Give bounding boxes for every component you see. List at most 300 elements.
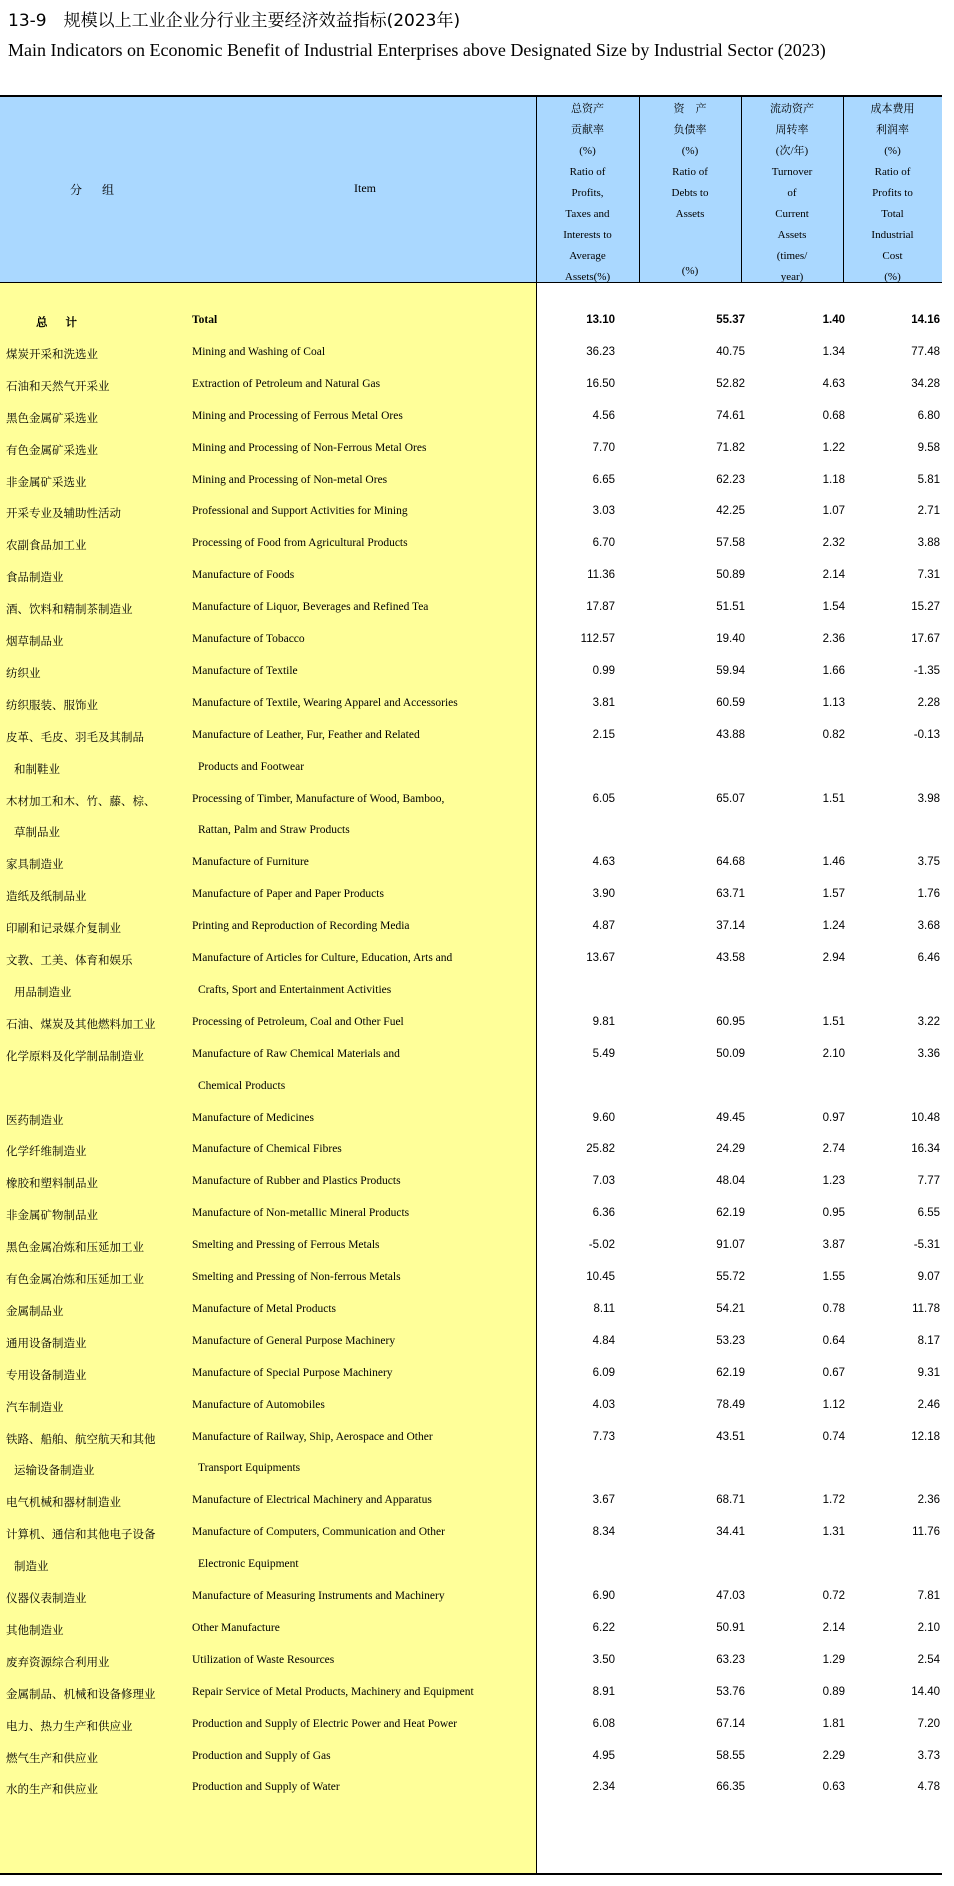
table-row bbox=[0, 1622, 942, 1654]
row-value: 9.60 bbox=[592, 1111, 615, 1124]
row-value: 112.57 bbox=[580, 633, 615, 645]
row-value: 1.51 bbox=[822, 792, 845, 805]
row-value: 8.17 bbox=[917, 1334, 940, 1347]
row-value: 53.23 bbox=[716, 1334, 745, 1347]
page-title-en: Main Indicators on Economic Benefit of Industrial Enterprises above Designated Size by Industrial Sector (2023) bbox=[8, 40, 826, 60]
table-row bbox=[0, 1271, 942, 1303]
row-value: 60.95 bbox=[716, 1015, 745, 1028]
row-value: 8.34 bbox=[592, 1526, 615, 1539]
header-line: Taxes and bbox=[565, 208, 610, 220]
row-label-cn: 纺织业 bbox=[6, 665, 41, 680]
row-value: 1.12 bbox=[822, 1398, 845, 1411]
row-value: 0.63 bbox=[822, 1781, 845, 1794]
row-value: 6.80 bbox=[917, 409, 940, 422]
row-value: 1.23 bbox=[822, 1175, 845, 1188]
row-value: 6.70 bbox=[592, 537, 615, 550]
row-value: 1.07 bbox=[822, 505, 845, 518]
header-line: 资 产 bbox=[673, 103, 707, 115]
row-value: 58.55 bbox=[716, 1749, 745, 1762]
header-line: of bbox=[787, 187, 797, 199]
table-row bbox=[0, 856, 942, 888]
row-value: 1.55 bbox=[822, 1271, 845, 1283]
row-label-cn: 印刷和记录媒介复制业 bbox=[6, 921, 121, 936]
row-value: 3.73 bbox=[917, 1749, 940, 1762]
row-value: 1.66 bbox=[822, 664, 845, 677]
header-column-4 bbox=[843, 97, 942, 284]
row-label-cn: 木材加工和木、竹、藤、棕、 bbox=[6, 793, 156, 808]
row-label-en: Manufacture of Railway, Ship, Aerospace and Other bbox=[192, 1430, 433, 1443]
row-value: 6.08 bbox=[592, 1717, 615, 1730]
row-label-cn: 文教、工美、体育和娱乐 bbox=[6, 953, 133, 967]
header-line: 贡献率 bbox=[571, 124, 604, 136]
row-label-en: Mining and Processing of Ferrous Metal Ores bbox=[192, 409, 403, 422]
row-value: 42.25 bbox=[716, 505, 745, 518]
row-value: 1.76 bbox=[917, 888, 940, 901]
header-line: Profits to bbox=[872, 187, 913, 199]
row-value: 1.40 bbox=[822, 314, 845, 326]
table-row bbox=[0, 1686, 942, 1718]
header-line: (%) bbox=[884, 145, 901, 157]
row-value: 43.88 bbox=[716, 728, 745, 741]
row-value: -1.35 bbox=[913, 664, 940, 677]
row-value: 77.48 bbox=[911, 345, 940, 358]
row-label-cn: 石油和天然气开采业 bbox=[6, 378, 110, 393]
row-value: 6.65 bbox=[592, 473, 615, 486]
row-value: 11.76 bbox=[912, 1526, 940, 1539]
row-label-en: Manufacture of Chemical Fibres bbox=[192, 1143, 342, 1156]
row-label-en: Rattan, Palm and Straw Products bbox=[198, 824, 350, 837]
row-value: 15.27 bbox=[911, 601, 940, 614]
row-label-cn: 非金属矿采选业 bbox=[6, 474, 87, 489]
row-label-cn: 开采专业及辅助性活动 bbox=[6, 506, 121, 521]
row-value: 37.14 bbox=[716, 920, 745, 933]
row-value: 63.71 bbox=[716, 888, 745, 901]
row-label-en: Manufacture of Computers, Communication and Other bbox=[192, 1526, 445, 1539]
row-label-cn: 皮革、毛皮、羽毛及其制品 bbox=[6, 729, 144, 744]
row-value: 1.72 bbox=[822, 1494, 845, 1507]
header-line: Ratio of bbox=[672, 166, 708, 178]
row-value: 34.41 bbox=[716, 1526, 745, 1539]
row-value: 2.15 bbox=[592, 728, 615, 741]
row-value: 7.81 bbox=[917, 1590, 940, 1602]
row-value: 60.59 bbox=[716, 696, 745, 709]
table-header bbox=[0, 97, 942, 283]
row-label-cn: 专用设备制造业 bbox=[6, 1367, 87, 1382]
row-value: 64.68 bbox=[716, 856, 745, 869]
row-value: 10.45 bbox=[586, 1271, 615, 1283]
row-label-cn: 电力、热力生产和供应业 bbox=[6, 1718, 133, 1733]
table-row bbox=[0, 1335, 942, 1367]
row-value: 7.73 bbox=[592, 1430, 615, 1443]
table-row bbox=[0, 1526, 942, 1590]
row-value: 43.58 bbox=[716, 952, 745, 964]
row-value: 6.22 bbox=[592, 1621, 615, 1634]
row-value: 50.91 bbox=[716, 1621, 745, 1634]
row-value: 0.82 bbox=[822, 728, 845, 741]
table-row bbox=[0, 1431, 942, 1495]
row-label-en: Professional and Support Activities for Mining bbox=[192, 505, 408, 518]
row-label-cn: 纺织服装、服饰业 bbox=[6, 697, 98, 712]
row-label-cn: 有色金属冶炼和压延加工业 bbox=[6, 1272, 144, 1286]
row-value: 17.87 bbox=[586, 601, 615, 614]
table-row bbox=[0, 1494, 942, 1526]
row-label-cn: 和制鞋业 bbox=[14, 761, 60, 776]
row-value: 0.67 bbox=[822, 1366, 845, 1379]
table-row bbox=[0, 793, 942, 857]
header-line: Industrial bbox=[871, 229, 914, 241]
row-value: 9.31 bbox=[917, 1366, 940, 1379]
header-line: Assets bbox=[777, 229, 807, 241]
row-value: 7.77 bbox=[917, 1175, 940, 1188]
row-value: 4.63 bbox=[592, 856, 615, 869]
table-row bbox=[0, 888, 942, 920]
row-value: 2.54 bbox=[917, 1653, 940, 1666]
row-value: 4.95 bbox=[592, 1749, 615, 1762]
row-value: 63.23 bbox=[716, 1653, 745, 1666]
header-line: (%) bbox=[579, 145, 596, 157]
row-value: 1.46 bbox=[822, 856, 845, 869]
table-row bbox=[0, 665, 942, 697]
row-value: 78.49 bbox=[716, 1398, 745, 1411]
table-row bbox=[0, 952, 942, 1016]
row-value: 0.68 bbox=[822, 409, 845, 422]
header-line: year) bbox=[780, 271, 804, 283]
header-line: (times/ bbox=[776, 250, 808, 262]
table-row bbox=[0, 1718, 942, 1750]
row-value: 50.89 bbox=[716, 569, 745, 582]
row-label-cn: 总计 bbox=[36, 315, 95, 329]
row-value: 1.13 bbox=[822, 696, 845, 709]
row-value: 4.56 bbox=[592, 409, 615, 422]
row-label-en: Production and Supply of Water bbox=[192, 1781, 340, 1794]
row-label-cn: 食品制造业 bbox=[6, 570, 64, 585]
row-value: 4.03 bbox=[592, 1398, 615, 1411]
row-value: 43.51 bbox=[716, 1430, 745, 1443]
row-label-en: Manufacture of Articles for Culture, Education, Arts and bbox=[192, 952, 453, 964]
row-value: 11.78 bbox=[912, 1302, 940, 1315]
row-value: 14.40 bbox=[911, 1685, 940, 1698]
row-label-cn: 草制品业 bbox=[14, 825, 60, 840]
row-value: 0.74 bbox=[822, 1430, 845, 1443]
row-value: -0.13 bbox=[913, 728, 940, 741]
table-row bbox=[0, 1112, 942, 1144]
row-value: 50.09 bbox=[716, 1047, 745, 1060]
row-label-cn: 家具制造业 bbox=[6, 857, 64, 872]
row-value: -5.31 bbox=[913, 1239, 940, 1252]
row-value: 68.71 bbox=[716, 1494, 745, 1507]
row-value: 7.70 bbox=[592, 441, 615, 454]
row-value: 6.05 bbox=[592, 792, 615, 805]
header-column-2 bbox=[639, 97, 741, 284]
row-value: 1.34 bbox=[822, 345, 845, 358]
row-label-en: Electronic Equipment bbox=[198, 1558, 299, 1571]
row-label-en: Manufacture of General Purpose Machinery bbox=[192, 1334, 396, 1347]
header-line: Interests to bbox=[563, 229, 612, 241]
row-label-en: Mining and Washing of Coal bbox=[192, 345, 326, 358]
row-value: 54.21 bbox=[716, 1302, 745, 1315]
row-value: 36.23 bbox=[586, 345, 615, 358]
row-label-en: Utilization of Waste Resources bbox=[192, 1653, 335, 1666]
table-row bbox=[0, 346, 942, 378]
row-value: 7.03 bbox=[592, 1175, 615, 1188]
row-label-cn: 仪器仪表制造业 bbox=[6, 1591, 87, 1605]
row-value: 5.49 bbox=[592, 1047, 615, 1060]
row-value: 6.46 bbox=[917, 952, 940, 964]
row-value: 1.54 bbox=[822, 601, 845, 614]
row-value: 53.76 bbox=[716, 1685, 745, 1698]
row-value: 1.57 bbox=[822, 888, 845, 901]
header-line: Total bbox=[881, 208, 904, 220]
table-row bbox=[0, 1750, 942, 1782]
header-line: (%) bbox=[681, 145, 699, 157]
row-label-cn: 橡胶和塑料制品业 bbox=[6, 1176, 98, 1191]
row-label-cn: 制造业 bbox=[14, 1559, 49, 1574]
row-value: 0.64 bbox=[822, 1334, 845, 1347]
row-label-en: Repair Service of Metal Products, Machinery and Equipment bbox=[192, 1685, 474, 1698]
row-value: 3.50 bbox=[592, 1653, 615, 1666]
row-value: 24.29 bbox=[716, 1143, 745, 1156]
row-value: 67.14 bbox=[716, 1717, 745, 1730]
row-label-en: Crafts, Sport and Entertainment Activities bbox=[198, 983, 392, 996]
row-value: 3.81 bbox=[592, 696, 615, 709]
row-label-en: Processing of Food from Agricultural Products bbox=[192, 537, 408, 550]
row-label-cn: 化学纤维制造业 bbox=[6, 1144, 87, 1159]
header-line: 利润率 bbox=[876, 124, 909, 136]
row-value: 4.84 bbox=[592, 1334, 615, 1347]
row-value: 62.19 bbox=[716, 1366, 745, 1379]
row-value: 4.78 bbox=[917, 1781, 940, 1794]
row-value: 2.94 bbox=[822, 952, 845, 964]
row-value: 2.10 bbox=[822, 1047, 845, 1060]
row-label-en: Manufacture of Metal Products bbox=[192, 1302, 337, 1315]
header-line: (次/年) bbox=[775, 145, 809, 157]
row-label-en: Manufacture of Textile, Wearing Apparel and Accessories bbox=[192, 696, 458, 709]
row-label-en: Total bbox=[192, 314, 218, 326]
row-value: 6.90 bbox=[592, 1590, 615, 1602]
header-line: Debts to bbox=[671, 187, 709, 199]
table-row bbox=[0, 920, 942, 952]
row-value: 3.22 bbox=[917, 1015, 940, 1028]
row-value: 3.68 bbox=[917, 920, 940, 933]
table-row bbox=[0, 1143, 942, 1175]
row-value: 2.74 bbox=[822, 1143, 845, 1156]
header-item-label: Item bbox=[354, 181, 376, 195]
row-label-cn: 汽车制造业 bbox=[6, 1399, 64, 1414]
row-label-en: Manufacture of Liquor, Beverages and Refined Tea bbox=[192, 601, 429, 614]
page-title-cn: 13-9 规模以上工业企业分行业主要经济效益指标(2023年) bbox=[8, 11, 461, 31]
row-value: 13.10 bbox=[586, 314, 615, 326]
row-label-en: Manufacture of Leather, Fur, Feather and Related bbox=[192, 728, 420, 741]
row-value: 0.97 bbox=[822, 1111, 845, 1124]
row-value: 2.36 bbox=[917, 1494, 940, 1507]
row-label-cn: 计算机、通信和其他电子设备 bbox=[6, 1527, 156, 1542]
row-value: 2.71 bbox=[917, 505, 940, 518]
row-value: 1.18 bbox=[822, 473, 845, 486]
header-column-1 bbox=[536, 97, 639, 284]
row-value: 3.67 bbox=[592, 1494, 615, 1507]
header-line: 负债率 bbox=[673, 124, 707, 136]
row-value: 6.55 bbox=[917, 1207, 940, 1220]
row-value: 62.19 bbox=[716, 1207, 745, 1220]
row-label-en: Manufacture of Non-metallic Mineral Products bbox=[192, 1207, 410, 1220]
row-label-en: Manufacture of Paper and Paper Products bbox=[192, 888, 384, 901]
bottom-rule bbox=[0, 1873, 942, 1875]
row-value: 74.61 bbox=[716, 409, 745, 422]
row-label-cn: 石油、煤炭及其他燃料加工业 bbox=[6, 1016, 156, 1031]
header-unit: (%) bbox=[681, 265, 699, 277]
row-value: 1.22 bbox=[822, 441, 845, 454]
row-label-cn: 用品制造业 bbox=[14, 984, 72, 999]
row-value: 2.10 bbox=[917, 1621, 940, 1634]
row-label-en: Extraction of Petroleum and Natural Gas bbox=[192, 377, 381, 390]
table-row bbox=[0, 569, 942, 601]
row-label-cn: 电气机械和器材制造业 bbox=[6, 1495, 121, 1510]
table-row bbox=[0, 474, 942, 506]
row-label-cn: 废弃资源综合利用业 bbox=[6, 1654, 110, 1669]
row-value: 2.32 bbox=[822, 537, 845, 550]
header-line: Assets(%) bbox=[564, 271, 611, 283]
row-label-en: Printing and Reproduction of Recording Media bbox=[192, 920, 410, 933]
row-value: 0.89 bbox=[822, 1685, 845, 1698]
row-label-cn: 医药制造业 bbox=[6, 1112, 64, 1127]
table-row bbox=[0, 1654, 942, 1686]
row-label-en: Manufacture of Raw Chemical Materials and bbox=[192, 1047, 400, 1060]
row-value: 11.36 bbox=[587, 569, 615, 582]
row-value: 51.51 bbox=[716, 601, 745, 614]
header-line: Average bbox=[569, 250, 606, 262]
row-value: 0.72 bbox=[822, 1590, 845, 1602]
row-value: 13.67 bbox=[586, 952, 615, 964]
row-value: 2.36 bbox=[822, 633, 845, 645]
table-row bbox=[0, 729, 942, 793]
row-value: 49.45 bbox=[716, 1111, 745, 1124]
table-row bbox=[0, 505, 942, 537]
row-value: 7.31 bbox=[917, 569, 940, 582]
row-value: 66.35 bbox=[716, 1781, 745, 1794]
header-line: 成本费用 bbox=[870, 103, 915, 115]
table-row bbox=[0, 410, 942, 442]
row-value: 3.36 bbox=[917, 1047, 940, 1060]
header-line: 总资产 bbox=[571, 103, 604, 115]
table-body bbox=[0, 283, 942, 1873]
row-label-en: Manufacture of Automobiles bbox=[192, 1398, 325, 1411]
row-label-en: Processing of Timber, Manufacture of Wood, Bamboo, bbox=[192, 792, 445, 805]
row-value: 62.23 bbox=[716, 473, 745, 486]
row-value: 2.34 bbox=[592, 1781, 615, 1794]
header-line: Profits, bbox=[571, 187, 604, 199]
row-value: 3.88 bbox=[917, 537, 940, 550]
row-label-cn: 烟草制品业 bbox=[6, 634, 64, 648]
row-label-en: Mining and Processing of Non-metal Ores bbox=[192, 473, 388, 486]
header-column-3 bbox=[741, 97, 843, 284]
row-value: 2.14 bbox=[822, 1621, 845, 1634]
row-label-en: Manufacture of Textile bbox=[192, 664, 298, 677]
table-row bbox=[0, 442, 942, 474]
row-value: 2.29 bbox=[822, 1749, 845, 1762]
row-value: 1.24 bbox=[822, 920, 845, 933]
table-row bbox=[0, 1239, 942, 1271]
table-row bbox=[0, 378, 942, 410]
row-label-en: Manufacture of Special Purpose Machinery bbox=[192, 1366, 393, 1379]
row-label-cn: 农副食品加工业 bbox=[6, 538, 87, 553]
header-line: 流动资产 bbox=[770, 103, 814, 115]
row-label-en: Manufacture of Rubber and Plastics Products bbox=[192, 1175, 401, 1188]
row-label-en: Smelting and Pressing of Ferrous Metals bbox=[192, 1239, 380, 1252]
row-label-cn: 煤炭开采和洗选业 bbox=[6, 346, 98, 361]
row-label-cn: 运输设备制造业 bbox=[14, 1463, 95, 1478]
table-row bbox=[0, 314, 942, 346]
row-value: -5.02 bbox=[588, 1239, 615, 1252]
row-value: 34.28 bbox=[911, 377, 940, 390]
row-label-cn: 铁路、船舶、航空航天和其他 bbox=[6, 1431, 156, 1446]
row-value: 3.87 bbox=[822, 1239, 845, 1252]
table-row bbox=[0, 1303, 942, 1335]
row-value: 0.95 bbox=[822, 1207, 845, 1220]
row-value: 91.07 bbox=[716, 1239, 745, 1252]
table-row bbox=[0, 1175, 942, 1207]
table-row bbox=[0, 1048, 942, 1112]
row-value: 17.67 bbox=[911, 633, 940, 645]
table-row bbox=[0, 633, 942, 665]
row-label-cn: 黑色金属矿采选业 bbox=[6, 410, 98, 425]
row-label-cn: 金属制品业 bbox=[6, 1303, 64, 1318]
row-label-en: Chemical Products bbox=[198, 1079, 286, 1092]
row-value: 55.37 bbox=[716, 314, 745, 326]
row-value: 10.48 bbox=[911, 1111, 940, 1124]
table-row bbox=[0, 1590, 942, 1622]
row-label-cn: 通用设备制造业 bbox=[6, 1335, 87, 1350]
row-label-en: Manufacture of Medicines bbox=[192, 1111, 314, 1124]
header-line: Assets bbox=[675, 208, 705, 220]
row-value: 57.58 bbox=[716, 537, 745, 550]
row-value: 7.20 bbox=[917, 1717, 940, 1730]
row-value: 2.14 bbox=[822, 569, 845, 582]
table-row bbox=[0, 1016, 942, 1048]
header-line: Turnover bbox=[771, 166, 813, 178]
row-value: 3.03 bbox=[592, 505, 615, 518]
row-label-cn: 酒、饮料和精制茶制造业 bbox=[6, 602, 133, 617]
row-value: 12.18 bbox=[911, 1430, 940, 1443]
row-label-cn: 水的生产和供应业 bbox=[6, 1782, 98, 1797]
row-value: 14.16 bbox=[911, 314, 940, 326]
row-label-en: Other Manufacture bbox=[192, 1621, 280, 1634]
row-label-en: Mining and Processing of Non-Ferrous Metal Ores bbox=[192, 441, 427, 454]
row-value: 9.07 bbox=[917, 1271, 940, 1283]
row-value: 8.11 bbox=[593, 1302, 615, 1315]
row-value: 6.36 bbox=[592, 1207, 615, 1220]
row-label-en: Production and Supply of Gas bbox=[192, 1749, 331, 1762]
row-value: 6.09 bbox=[592, 1366, 615, 1379]
row-value: 16.34 bbox=[911, 1143, 940, 1156]
row-label-en: Manufacture of Foods bbox=[192, 569, 295, 582]
row-value: 8.91 bbox=[592, 1685, 615, 1698]
row-label-en: Transport Equipments bbox=[198, 1462, 301, 1475]
row-label-en: Smelting and Pressing of Non-ferrous Metals bbox=[192, 1271, 401, 1283]
row-value: 3.75 bbox=[917, 856, 940, 869]
row-value: 1.29 bbox=[822, 1653, 845, 1666]
row-label-cn: 化学原料及化学制品制造业 bbox=[6, 1048, 144, 1063]
row-value: 4.87 bbox=[592, 920, 615, 933]
row-value: 40.75 bbox=[716, 345, 745, 358]
row-label-en: Production and Supply of Electric Power and Heat Power bbox=[192, 1717, 458, 1730]
row-value: 5.81 bbox=[917, 473, 940, 486]
row-label-cn: 其他制造业 bbox=[6, 1622, 64, 1637]
header-group-label: 分 组 bbox=[70, 183, 119, 197]
row-value: 3.98 bbox=[917, 792, 940, 805]
table-row bbox=[0, 697, 942, 729]
row-value: 0.78 bbox=[822, 1302, 845, 1315]
row-value: 47.03 bbox=[716, 1590, 745, 1602]
